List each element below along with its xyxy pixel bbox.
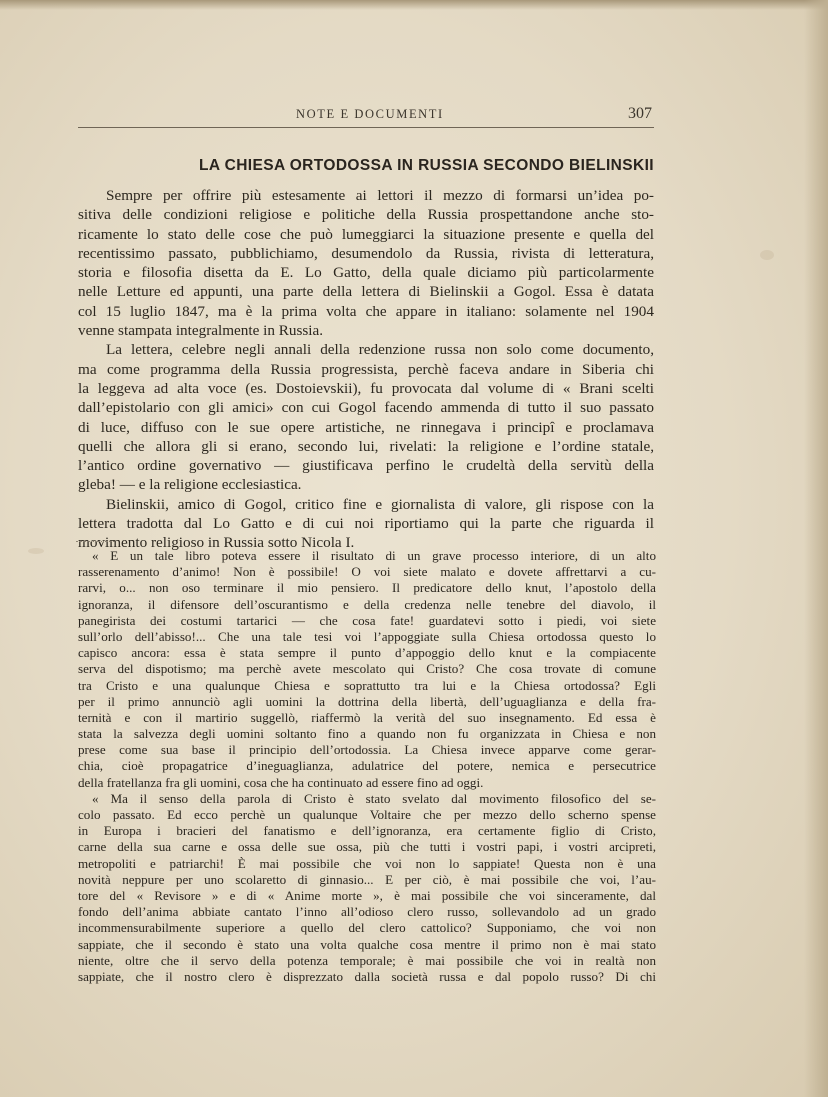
text-line: movimento religioso in Russia sotto Nicola I.: [78, 534, 355, 552]
text-line: stata la salvezza degli uomini soltanto fino a quando non fu organizzata in Chiesa e non: [78, 726, 656, 742]
text-line: Bielinskii, amico di Gogol, critico fine e giornalista di valore, gli rispose con la: [106, 495, 654, 513]
text-line: la leggeva ad alta voce (es. Dostoievskii), fu provocata dal volume di « Brani scelti: [78, 379, 654, 397]
page-top-edge: [0, 0, 828, 10]
page-number: 307: [628, 105, 652, 122]
text-line: La lettera, celebre negli annali della redenzione russa non solo come documento,: [106, 341, 654, 359]
text-line: ternità e con il martirio suggellò, riaffermò la verità del suo insegnamento. Ed essa è: [78, 709, 656, 725]
separator-mark: [76, 537, 114, 542]
running-head: [78, 105, 654, 128]
quoted-letter: [78, 548, 656, 985]
text-line: sappiate, che il nostro clero è disprezzato dalla società russa e dal popolo russo? Di chi: [78, 968, 656, 984]
text-line: rarvi, o... non oso terminare il mio pensiero. Il predicatore dello knut, l’apostolo della: [78, 580, 656, 596]
text-line: sitiva delle condizioni religiose e politiche della Russia prospettandone anche sto-: [78, 206, 654, 224]
paper-stain: [760, 250, 774, 260]
text-line: ma come programma della Russia progressista, perchè faceva andare in Siberia chi: [78, 360, 654, 378]
text-line: di luce, diffuso con le sue opere artistiche, ne rinnegava i principî e proclamava: [78, 418, 654, 436]
text-line: metropoliti e patriarchi! È mai possibile che voi non lo sappiate! Questa non è una: [78, 855, 656, 871]
text-line: tore del « Revisore » e di « Anime morte », è mai possibile che voi sinceramente, dal: [78, 887, 656, 903]
text-line: quelli che allora gli si erano, secondo lui, rivelati: la religione e l’ordine statale,: [78, 437, 654, 455]
text-line: prese come sua base il principio dell’ortodossia. La Chiesa invece apparve come gerar-: [78, 742, 656, 758]
text-line: l’antico ordine governativo — giustificava perfino le crudeltà della servitù della: [78, 457, 654, 475]
text-line: Sempre per offrire più estesamente ai lettori il mezzo di formarsi un’idea po-: [106, 187, 654, 204]
text-line: lettera tradotta dal Lo Gatto e di cui noi riportiamo qui la parte che riguarda il: [78, 515, 654, 533]
intro-paragraphs: [78, 186, 654, 553]
text-line: ignoranza, il difensore dell’oscurantismo e della credenza nelle tenebre del diavolo, il: [78, 596, 656, 612]
text-line: colo passato. Ed ecco perchè un qualunque Voltaire che per mezzo dello scherno spense: [78, 807, 656, 822]
text-line: per il primo annunciò agli uomini la dottrina della libertà, dell’uguaglianza e della fra-: [78, 693, 656, 709]
text-line: della fratellanza fra gli uomini, cosa che ha continuato ad essere fino ad oggi.: [78, 774, 484, 790]
text-line: nelle Letture ed appunti, una parte della lettera di Bielinskii a Gogol. Essa è datata: [78, 283, 654, 301]
page-right-edge: [804, 0, 828, 1097]
text-line: capisco ancora: essa è stata sempre il punto d’appoggio dello knut e la compiacente: [78, 645, 656, 661]
text-line: panegirista dei costumi tartarici — che cosa fate! guardatevi sotto i piedi, voi siete: [78, 612, 656, 628]
text-line: storia e filosofia disetta da E. Lo Gatto, della quale diciamo più particolarmente: [78, 264, 654, 282]
text-line: fondo dell’anima abbiate cantato l’inno all’odioso clero russo, sollevandolo ad un grado: [78, 904, 656, 920]
text-line: niente, oltre che il servo della potenza temporale; è mai possibile che voi in realtà non: [78, 952, 656, 968]
text-line: dall’epistolario con gli amici» con cui Gogol facendo ammenda di tutto il suo passato: [78, 399, 654, 417]
text-line: venne stampata integralmente in Russia.: [78, 322, 324, 340]
text-line: col 15 luglio 1847, ma è la prima volta che appare in italiano: solamente nel 1904: [78, 302, 654, 320]
text-line: sull’orlo dell’abisso!... Che una tale tesi voi l’appoggiate sulla Chiesa ortodossa questo lo: [78, 628, 656, 644]
text-line: incommensurabilmente superiore a quello del clero cattolico? Supponiamo, che voi non: [78, 920, 656, 936]
text-line: carne della sua carne e ossa delle sue ossa, più che tutti i vostri papi, i vostri arcipreti,: [78, 839, 656, 855]
paper-stain: [28, 548, 44, 554]
text-line: rasserenamento d’animo! Non è possibile! O voi siete malato e dovete affrettarvi a cu-: [78, 564, 656, 580]
running-head-title: NOTE E DOCUMENTI: [296, 107, 444, 121]
text-line: recentissimo passato, pubblichiamo, desumendolo da Russia, rivista di letteratura,: [78, 244, 654, 262]
article-title: LA CHIESA ORTODOSSA IN RUSSIA SECONDO BIELINSKII: [199, 157, 654, 174]
text-line: « Ma il senso della parola di Cristo è stato svelato dal movimento filosofico del se-: [92, 790, 656, 806]
text-line: sappiate, che il secondo è stato una volta qualche cosa mentre il primo non è mai stato: [78, 936, 656, 952]
text-line: ricamente lo stato delle cose che può lumeggiarci la situazione presente e quella del: [78, 225, 654, 243]
text-line: in Europa i bracieri del fanatismo e dell’ignoranza, era certamente figlio di Cristo,: [78, 823, 656, 839]
text-line: chia, cioè propagatrice d’ineguaglianza, adulatrice del potere, nemica e persecutrice: [78, 758, 656, 774]
text-line: novità neppure per uno scolaretto di ginnasio... E per ciò, è mai possibile che voi, l’au-: [78, 871, 656, 887]
text-line: serva del dispotismo; ma perchè avete mescolato qui Cristo? Che cosa trovate di comune: [78, 661, 656, 677]
text-line: tra Cristo e una qualunque Chiesa e soprattutto tra lui e la Chiesa ortodossa? Egli: [78, 677, 656, 693]
text-line: « E un tale libro poteva essere il risultato di un grave processo interiore, di un alto: [92, 548, 656, 563]
text-line: gleba! — e la religione ecclesiastica.: [78, 476, 302, 494]
